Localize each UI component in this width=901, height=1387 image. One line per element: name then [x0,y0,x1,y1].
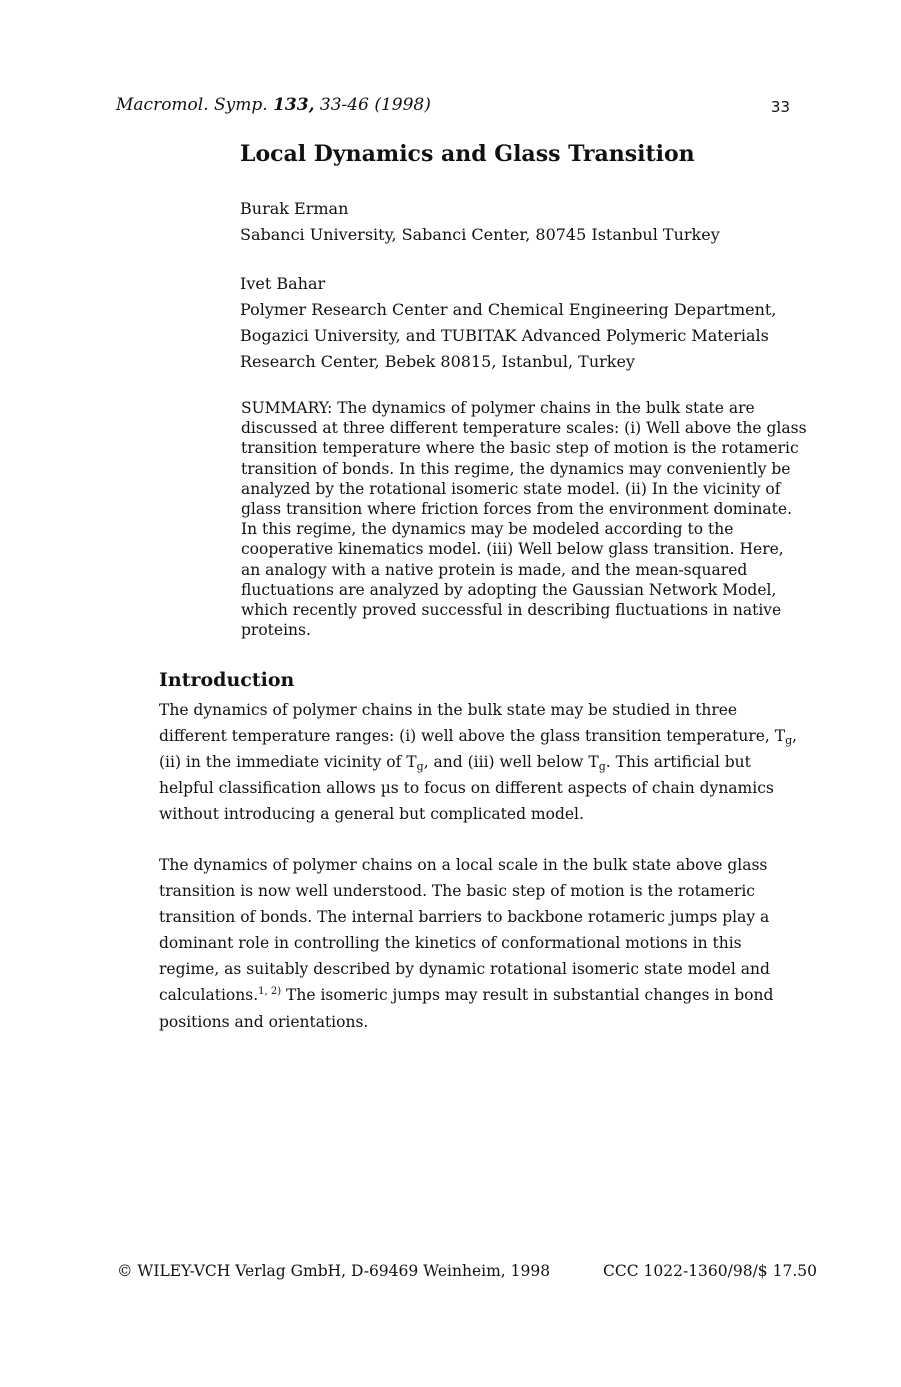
summary-line: proteins. [241,621,311,640]
summary-line: an analogy with a native protein is made, and the mean-squared [241,560,748,579]
paragraph-line: regime, as suitably described by dynamic rotational isomeric state model and [159,960,770,979]
author-affiliation-2-line-1: Polymer Research Center and Chemical Engineering Department, [240,300,777,319]
author-affiliation-2-line-2: Bogazici University, and TUBITAK Advanced Polymeric Materials [240,326,769,345]
section-heading-introduction: Introduction [159,669,295,691]
paragraph-line: positions and orientations. [159,1012,369,1031]
paragraph-line: The dynamics of polymer chains on a local scale in the bulk state above glass [159,856,768,874]
footer-copyright: © WILEY-VCH Verlag GmbH, D-69469 Weinheim, 1998 [117,1262,551,1280]
paragraph-line: without introducing a general but complicated model. [159,805,584,824]
author-affiliation-2-line-3: Research Center, Bebek 80815, Istanbul, Turkey [240,352,635,371]
paragraph-line: transition is now well understood. The basic step of motion is the rotameric [159,882,755,901]
paragraph-line: transition of bonds. The internal barriers to backbone rotameric jumps play a [159,908,770,927]
citation-superscript: 1, 2) [258,986,282,998]
footer-code: CCC 1022-1360/98/$ 17.50 [603,1262,817,1280]
summary-block [241,398,807,640]
page-number: 33 [770,98,790,116]
paragraph-line: The dynamics of polymer chains in the bulk state may be studied in three [159,701,738,719]
paragraph-line: helpful classification allows µs to focus on different aspects of chain dynamics [159,779,774,798]
author-name-1: Burak Erman [240,199,349,218]
summary-line: transition of bonds. In this regime, the dynamics may conveniently be [241,459,791,478]
author-affiliation-1: Sabanci University, Sabanci Center, 80745 Istanbul Turkey [240,225,720,244]
intro-paragraph-2 [159,852,779,1035]
summary-line: discussed at three different temperature scales: (i) Well above the glass [241,419,807,438]
summary-line: analyzed by the rotational isomeric state model. (ii) In the vicinity of [241,479,781,498]
paragraph-line: (ii) in the immediate vicinity of $T_g$, and (iii) well below $T_g$. This artificial but [159,753,751,774]
summary-line: fluctuations are analyzed by adopting the Gaussian Network Model, [241,580,777,599]
summary-line: transition temperature where the basic step of motion is the rotameric [241,439,799,458]
summary-line: SUMMARY: The dynamics of polymer chains in the bulk state are [241,399,755,417]
paragraph-line: dominant role in controlling the kinetics of conformational motions in this [159,934,742,953]
summary-line: In this regime, the dynamics may be modeled according to the [241,520,734,539]
paragraph-line: different temperature ranges: (i) well above the glass transition temperature, $T_g$, [159,727,798,748]
author-name-2: Ivet Bahar [240,274,326,293]
journal-volume: 133, [273,95,315,115]
paper-title: Local Dynamics and Glass Transition [240,141,695,167]
summary-line: glass transition where friction forces from the environment dominate. [241,500,792,519]
journal-pages-year: 33-46 (1998) [319,95,431,115]
journal-citation [116,95,431,115]
intro-paragraph-1 [159,697,798,827]
summary-line: cooperative kinematics model. (iii) Well below glass transition. Here, [241,540,784,559]
journal-name: Macromol. Symp. [116,95,268,115]
summary-line: which recently proved successful in describing fluctuations in native [241,601,782,620]
paragraph-line: calculations.$^{1, 2)}$ The isomeric jumps may result in substantial changes in bond [159,986,774,1005]
